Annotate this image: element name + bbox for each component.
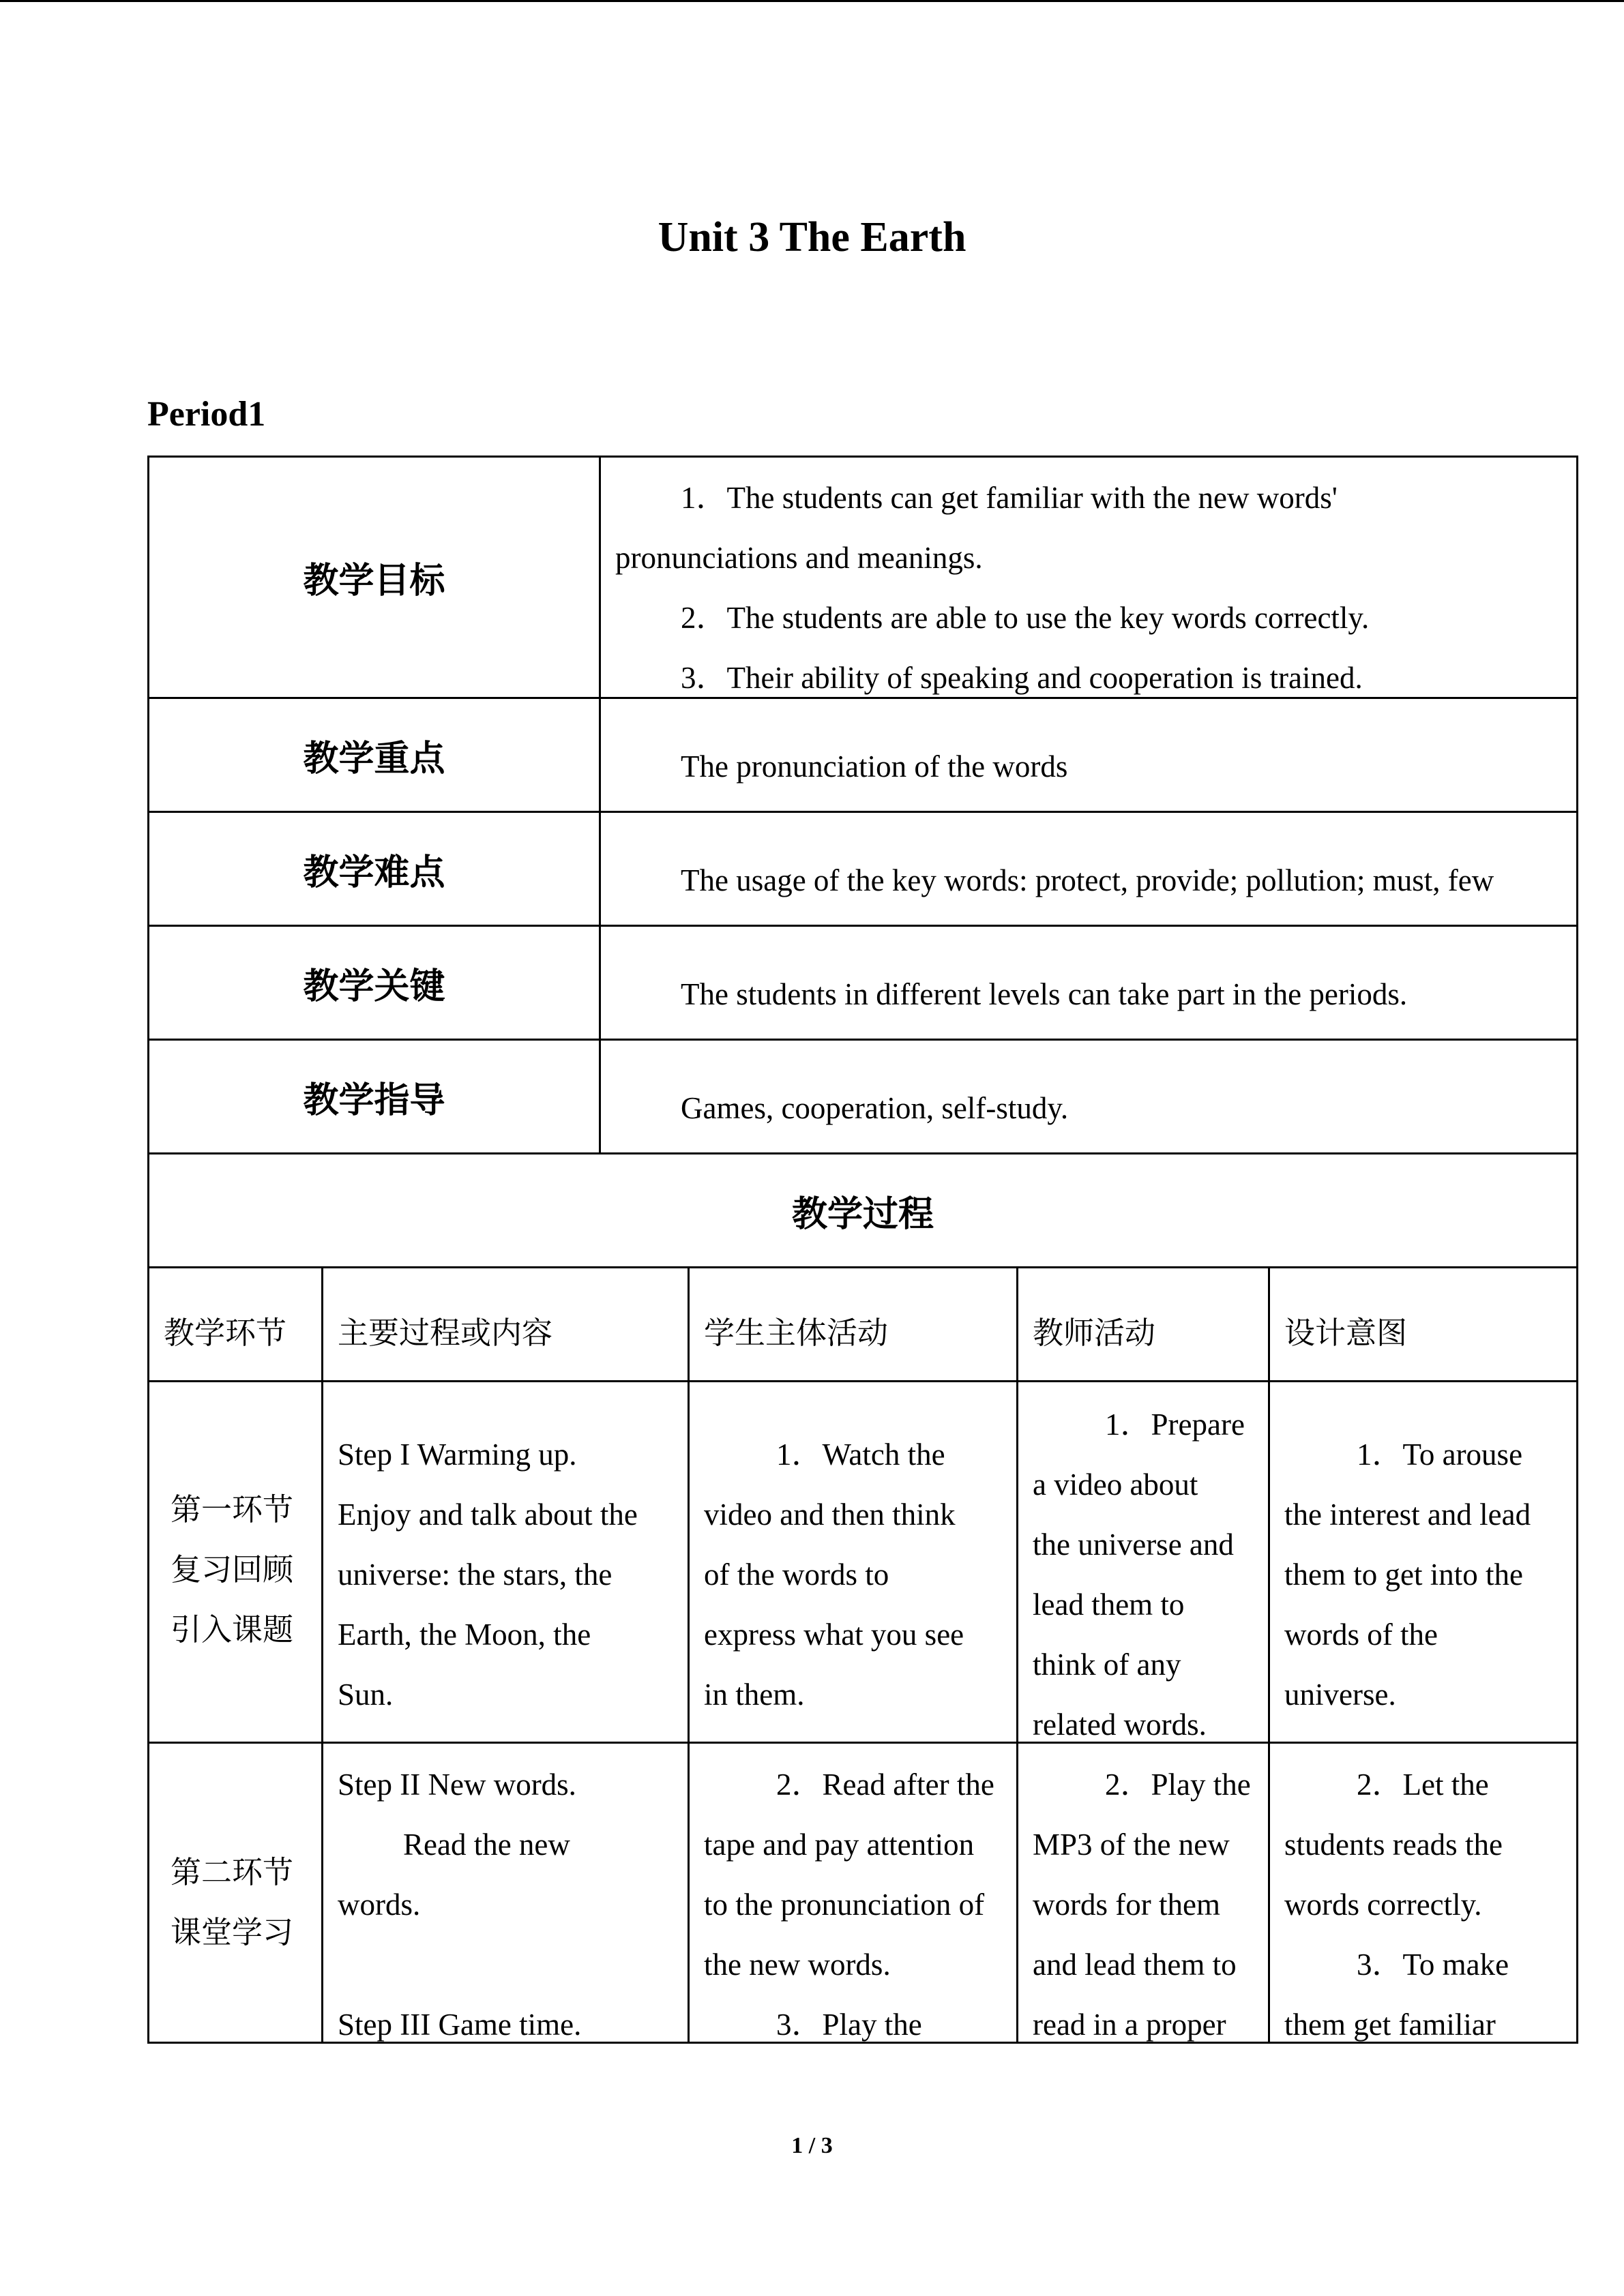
intent-line: them to get into the xyxy=(1284,1557,1523,1592)
stage-cell xyxy=(149,1843,321,1963)
teacher-line: the universe and xyxy=(1033,1527,1234,1562)
objectives-content xyxy=(601,468,1576,697)
teacher-line: read in a proper xyxy=(1033,2008,1226,2042)
header-design-intent: 设计意图 xyxy=(1284,1315,1408,1351)
objective-line: 3．Their ability of speaking and cooperation is trained. xyxy=(681,661,1363,695)
teacher-activity-cell xyxy=(1018,1755,1268,2042)
student-line: 3．Play the xyxy=(776,2008,922,2042)
stage-line: 课堂学习 xyxy=(171,1914,294,1950)
student-line: in them. xyxy=(704,1678,805,1712)
teacher-line: words for them xyxy=(1033,1888,1220,1922)
objectives-label: 教学目标 xyxy=(303,561,445,601)
content-line: Step I Warming up. xyxy=(338,1437,577,1472)
intent-line: 3．To make xyxy=(1357,1948,1509,1982)
process-title: 教学过程 xyxy=(791,1193,934,1235)
teacher-line: related words. xyxy=(1033,1708,1207,1742)
teacher-line: a video about xyxy=(1033,1467,1198,1502)
teacher-line: think of any xyxy=(1033,1648,1181,1682)
page-number: 1 / 3 xyxy=(791,2133,833,2158)
content-line: Enjoy and talk about the xyxy=(338,1497,638,1532)
student-activity-cell xyxy=(690,1425,1016,1725)
content-cell xyxy=(323,1755,688,2042)
content-cell xyxy=(323,1425,688,1725)
teacher-line: and lead them to xyxy=(1033,1948,1237,1982)
student-line: 2．Read after the xyxy=(776,1768,994,1802)
teacher-line: lead them to xyxy=(1033,1587,1185,1622)
stage-line: 第二环节 xyxy=(171,1854,294,1890)
content-line: Step III Game time. xyxy=(338,2008,582,2042)
header-stage: 教学环节 xyxy=(164,1315,287,1351)
content-line: Read the new xyxy=(403,1828,570,1862)
content-line: words. xyxy=(338,1888,421,1922)
intent-line: students reads the xyxy=(1284,1828,1503,1862)
design-intent-cell xyxy=(1270,1755,1576,2042)
difficult-points-label: 教学难点 xyxy=(303,852,445,893)
header-student-activity: 学生主体活动 xyxy=(704,1315,889,1351)
student-line: video and then think xyxy=(704,1497,956,1532)
period-heading: Period1 xyxy=(147,395,266,434)
header-teacher-activity: 教师活动 xyxy=(1033,1315,1156,1351)
key-points-label: 教学重点 xyxy=(303,738,445,779)
objective-line: pronunciations and meanings. xyxy=(615,541,983,575)
key-label: 教学关键 xyxy=(303,966,445,1007)
teacher-line: MP3 of the new xyxy=(1033,1828,1230,1862)
content-line xyxy=(338,1935,688,1995)
guidance-label: 教学指导 xyxy=(303,1079,445,1121)
teacher-line: 1．Prepare xyxy=(1105,1407,1245,1442)
stage-line: 第一环节 xyxy=(171,1491,294,1527)
header-content: 主要过程或内容 xyxy=(338,1315,553,1351)
stage-line: 复习回顾 xyxy=(171,1551,294,1587)
intent-line: the interest and lead xyxy=(1284,1497,1531,1532)
objective-line: 2．The students are able to use the key words correctly. xyxy=(681,601,1370,635)
intent-line: words of the xyxy=(1284,1617,1438,1652)
page-top-border xyxy=(0,0,1624,2)
student-line: tape and pay attention xyxy=(704,1828,975,1862)
content-line: universe: the stars, the xyxy=(338,1557,612,1592)
objective-line: 1．The students can get familiar with the new words' xyxy=(681,481,1338,515)
design-intent-cell xyxy=(1270,1425,1576,1725)
key-points-text: The pronunciation of the words xyxy=(681,749,1068,784)
stage-cell xyxy=(149,1480,321,1660)
intent-line: them get familiar xyxy=(1284,2008,1496,2042)
guidance-text: Games, cooperation, self-study. xyxy=(681,1091,1069,1125)
difficult-points-text: The usage of the key words: protect, provide; pollution; must, few xyxy=(681,863,1494,897)
student-line: to the pronunciation of xyxy=(704,1888,985,1922)
student-line: 1．Watch the xyxy=(776,1437,945,1472)
student-line: express what you see xyxy=(704,1617,964,1652)
teacher-line: 2．Play the xyxy=(1105,1768,1251,1802)
intent-line: 1．To arouse xyxy=(1357,1437,1523,1472)
intent-line: 2．Let the xyxy=(1357,1768,1489,1802)
intent-line: words correctly. xyxy=(1284,1888,1482,1922)
student-activity-cell xyxy=(690,1755,1016,2042)
content-line: Sun. xyxy=(338,1678,394,1712)
key-text: The students in different levels can take part in the periods. xyxy=(681,977,1408,1011)
stage-line: 引入课题 xyxy=(171,1611,294,1648)
document-title: Unit 3 The Earth xyxy=(658,214,966,260)
student-line: the new words. xyxy=(704,1948,891,1982)
content-line: Step II New words. xyxy=(338,1768,576,1802)
student-line: of the words to xyxy=(704,1557,889,1592)
teacher-activity-cell xyxy=(1018,1395,1268,1755)
intent-line: universe. xyxy=(1284,1678,1396,1712)
content-line: Earth, the Moon, the xyxy=(338,1617,591,1652)
